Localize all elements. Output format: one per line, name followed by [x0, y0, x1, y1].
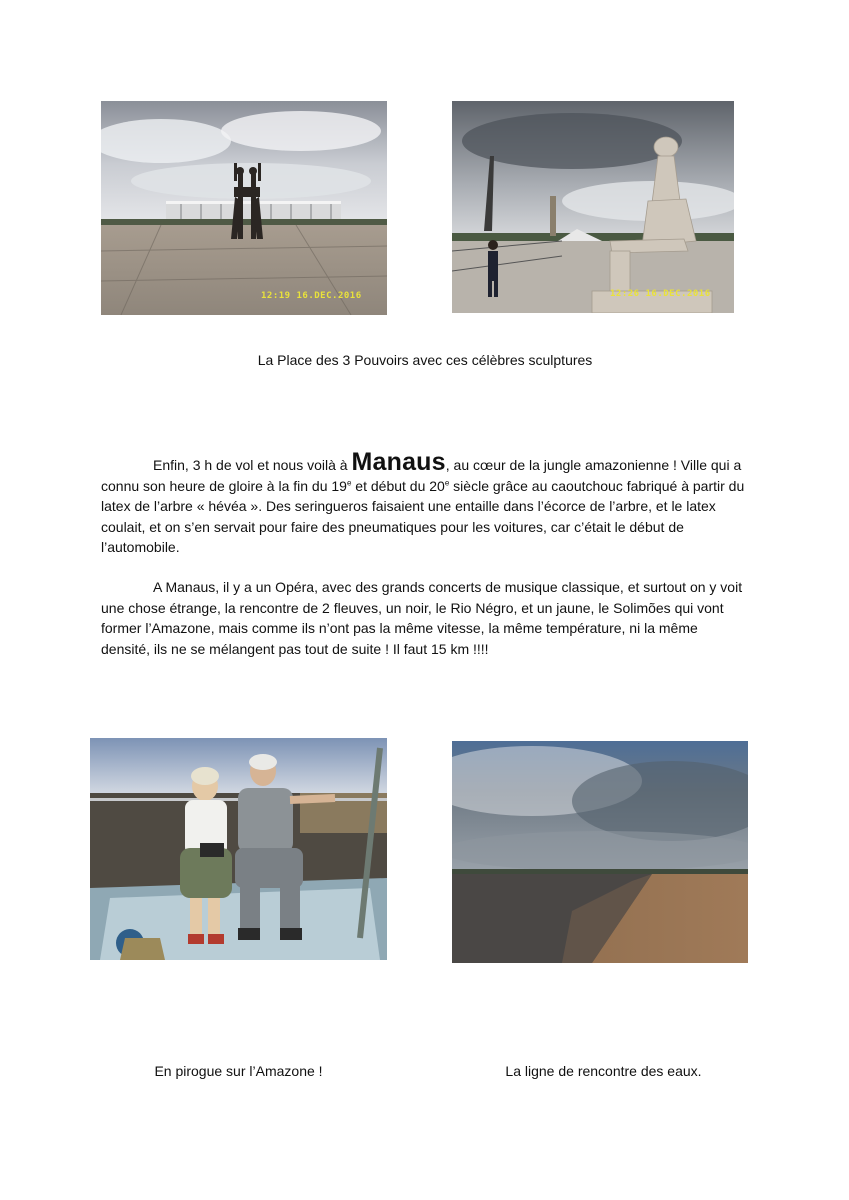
- photo-justice-statue: [452, 101, 734, 313]
- paragraph-text: A Manaus, il y a un Opéra, avec des grands concerts de musique classique, et surtout on y voit une chose étrange, la rencontre de 2 fleuves, un noir, le Rio Négro, et un jaune, le Solimões qui vont former l’Amazone, mais comme ils n’ont pas la même vitesse, la même température, ni la même densité, ils ne se mélangent pas tout de suite ! Il faut 15 km !!!!: [101, 579, 743, 657]
- caption-three-powers: La Place des 3 Pouvoirs avec ces célèbres sculptures: [257, 352, 593, 368]
- paragraph-intro: Enfin, 3 h de vol et nous voilà à: [153, 457, 352, 473]
- photo-boat-couple: [90, 738, 387, 960]
- superscript-e: e: [346, 477, 352, 487]
- caption-meeting-line: La ligne de rencontre des eaux.: [505, 1063, 702, 1079]
- photo-timestamp: 12:19 16.DEC.2016: [261, 291, 362, 301]
- paragraph-part3: siècle grâce au caoutchouc fabriqué à partir du latex de l’arbre « hévéa ». Des seringueros faisaient une entaille dans l’écorce de l’arbre, et le latex coulait, et on s’en servait pour faire des pneumatiques pour les voitures, car c’était le début de l’automobile.: [101, 477, 745, 556]
- caption-pirogue: En pirogue sur l’Amazone !: [154, 1063, 323, 1079]
- superscript-e: e: [444, 477, 450, 487]
- paragraph-part1: , au cœur de la jungle amazonienne ! Ville qui a connu son heure de gloire à la fin du 19: [101, 457, 742, 494]
- photo-three-powers-plaza: [101, 101, 387, 315]
- paragraph-meeting-of-waters: [101, 577, 749, 659]
- paragraph-manaus: [101, 448, 749, 558]
- city-name-manaus: Manaus: [351, 448, 446, 476]
- photo-meeting-of-waters: [452, 741, 748, 963]
- paragraph-part2: et début du 20: [351, 477, 445, 494]
- photo-timestamp: 12:26 16.DEC.2016: [610, 289, 711, 299]
